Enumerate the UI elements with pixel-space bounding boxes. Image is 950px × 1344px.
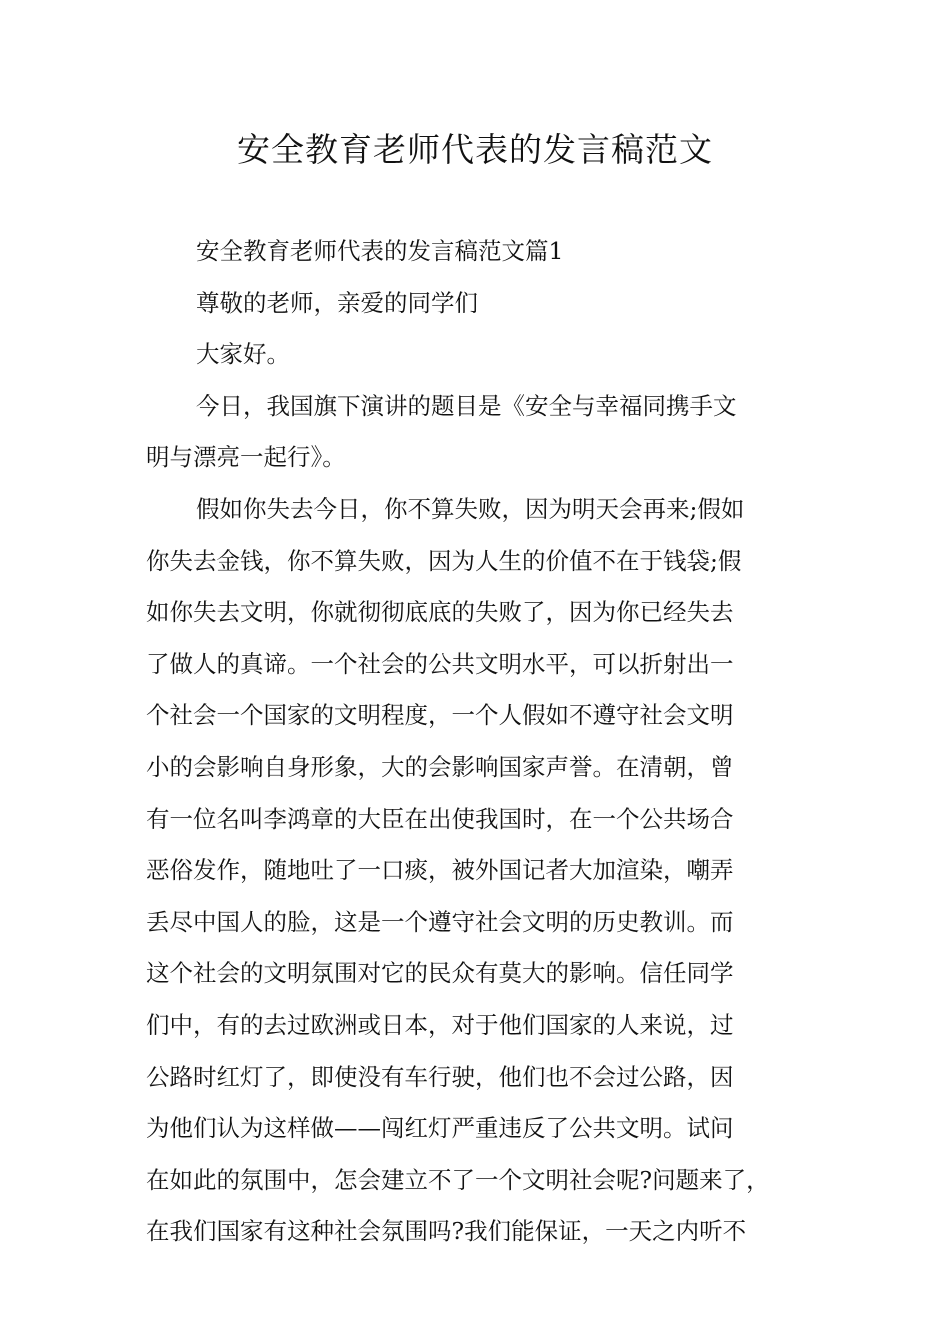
- document-title: 安全教育老师代表的发言稿范文: [237, 130, 713, 169]
- text-line: 尊敬的老师，亲爱的同学们: [196, 288, 478, 317]
- text-line: 如你失去文明，你就彻彻底底的失败了，因为你已经失去: [146, 598, 734, 627]
- text-line: 为他们认为这样做——闯红灯严重违反了公共文明。试问: [146, 1114, 734, 1143]
- text-line: 个社会一个国家的文明程度，一个人假如不遵守社会文明: [146, 701, 734, 730]
- text-line: 今日，我国旗下演讲的题目是《安全与幸福同携手文: [196, 391, 737, 420]
- text-line: 明与漂亮一起行》。: [146, 443, 346, 472]
- text-line: 在我们国家有这种社会氛围吗?我们能保证，一天之内听不: [146, 1217, 747, 1246]
- text-line: 大家好。: [196, 340, 290, 369]
- text-line: 假如你失去今日，你不算失败，因为明天会再来;假如: [196, 494, 745, 523]
- text-line: 这个社会的文明氛围对它的民众有莫大的影响。信任同学: [146, 959, 734, 988]
- document-body: [146, 226, 810, 1258]
- text-line: 在如此的氛围中，怎会建立不了一个文明社会呢?问题来了，: [146, 1165, 770, 1194]
- text-line: 公路时红灯了，即使没有车行驶，他们也不会过公路，因: [146, 1062, 734, 1091]
- text-line: 你失去金钱，你不算失败，因为人生的价值不在于钱袋;假: [146, 546, 742, 575]
- text-line: 了做人的真谛。一个社会的公共文明水平，可以折射出一: [146, 649, 734, 678]
- text-line: 小的会影响自身形象，大的会影响国家声誉。在清朝，曾: [146, 752, 734, 781]
- text-line: 安全教育老师代表的发言稿范文篇1: [196, 237, 564, 265]
- text-line: 丢尽中国人的脸，这是一个遵守社会文明的历史教训。而: [146, 907, 734, 936]
- text-line: 恶俗发作，随地吐了一口痰，被外国记者大加渲染，嘲弄: [146, 856, 734, 885]
- text-line: 有一位名叫李鸿章的大臣在出使我国时，在一个公共场合: [146, 804, 734, 833]
- text-line: 们中，有的去过欧洲或日本，对于他们国家的人来说，过: [146, 1010, 734, 1039]
